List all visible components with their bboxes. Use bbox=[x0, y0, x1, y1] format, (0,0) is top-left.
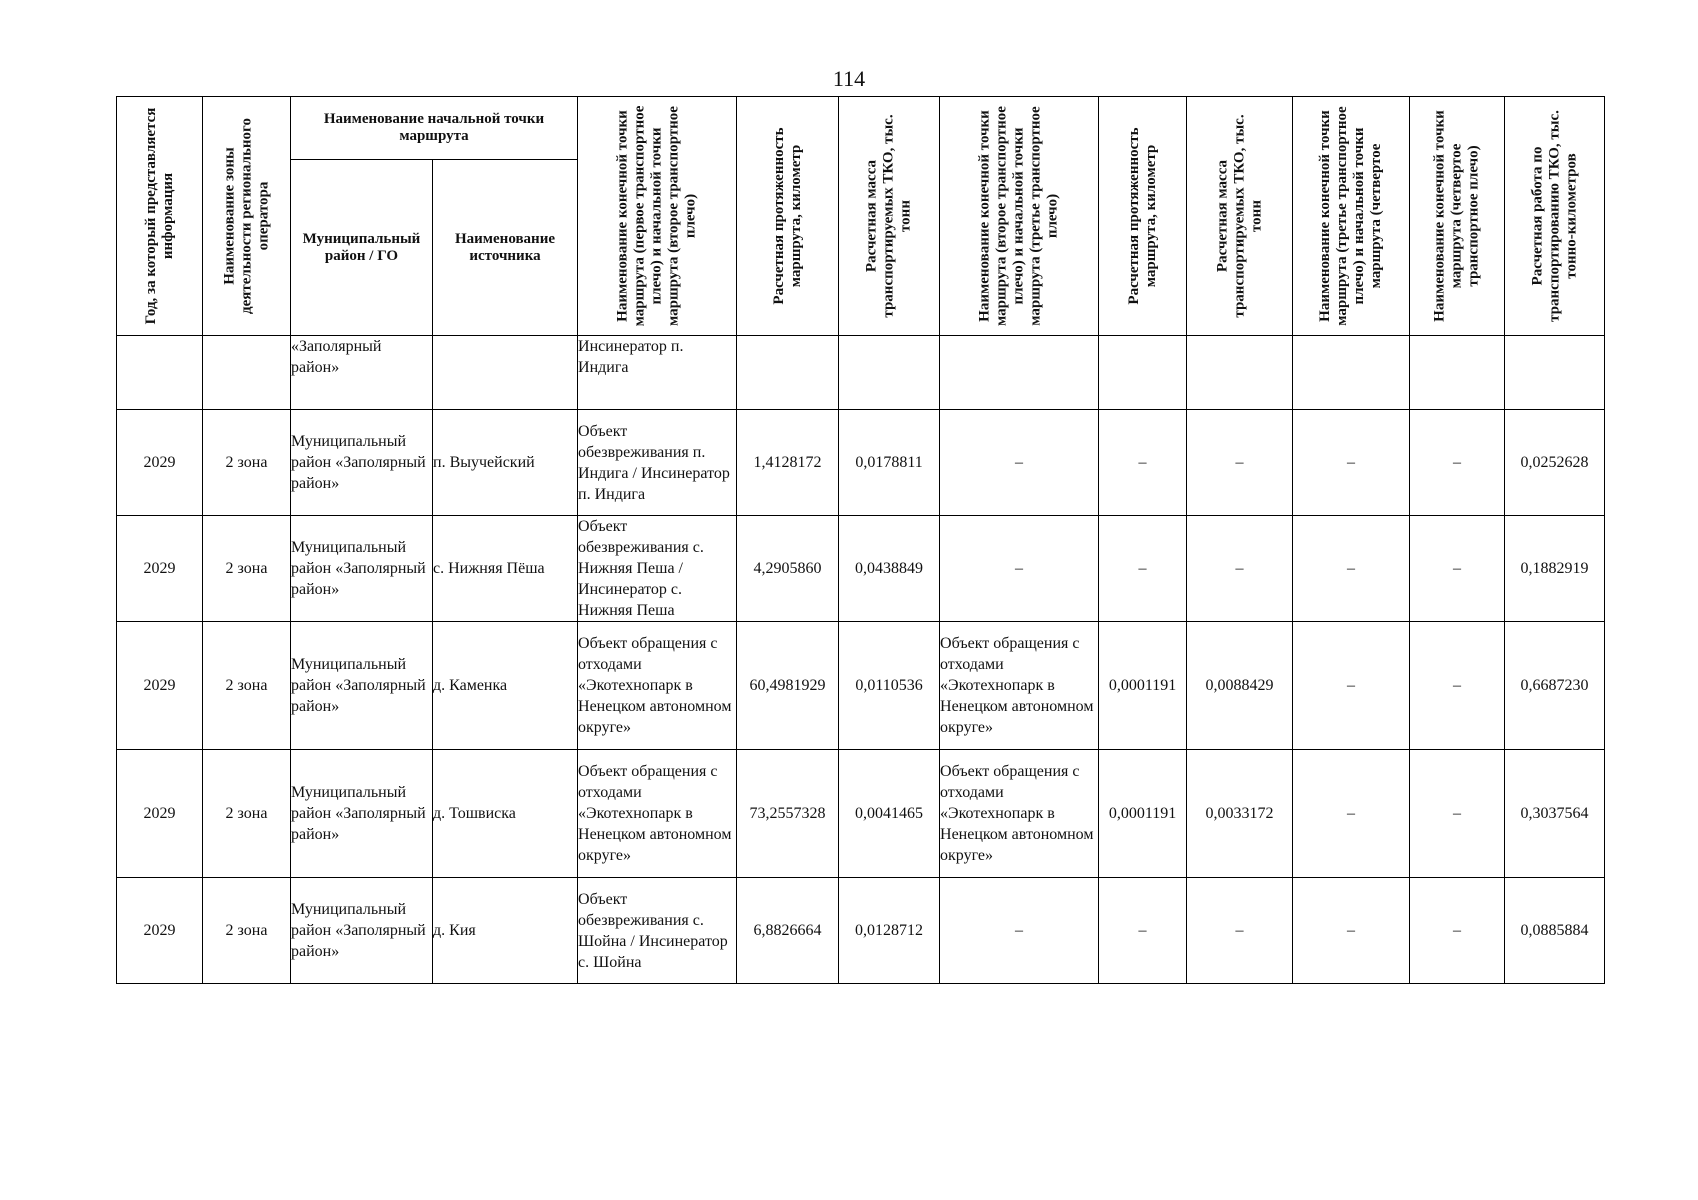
cell-district: Муниципальный район «Заполярный район» bbox=[291, 878, 433, 984]
cell-zone: 2 зона bbox=[203, 878, 291, 984]
cell-district: Муниципальный район «Заполярный район» bbox=[291, 622, 433, 750]
cell-length-1: 1,4128172 bbox=[737, 410, 839, 516]
cell-district: Муниципальный район «Заполярный район» bbox=[291, 516, 433, 622]
cell-year: 2029 bbox=[117, 750, 203, 878]
cell-length-1 bbox=[737, 336, 839, 410]
cell-end-point-3 bbox=[1293, 336, 1410, 410]
cell-zone: 2 зона bbox=[203, 410, 291, 516]
cell-end-point-1: Объект обезвреживания с. Шойна / Инсинератор с. Шойна bbox=[578, 878, 737, 984]
header-end-point-2: Наименование конечной точки маршрута (второе транспортное плечо) и начальной точки маршрута (третье транспортное плечо) bbox=[940, 97, 1099, 336]
cell-end-point-3: – bbox=[1293, 516, 1410, 622]
header-length-2: Расчетная протяженность маршрута, километр bbox=[1099, 97, 1187, 336]
cell-end-point-2 bbox=[940, 336, 1099, 410]
header-zone: Наименование зоны деятельности регионального оператора bbox=[203, 97, 291, 336]
cell-year bbox=[117, 336, 203, 410]
cell-mass-2: – bbox=[1187, 516, 1293, 622]
header-end-point-1: Наименование конечной точки маршрута (первое транспортное плечо) и начальной точки маршрута (второе транспортное плечо) bbox=[578, 97, 737, 336]
cell-end-point-3: – bbox=[1293, 622, 1410, 750]
cell-end-point-2: – bbox=[940, 878, 1099, 984]
cell-end-point-1: Объект обезвреживания с. Нижняя Пеша / Инсинератор с. Нижняя Пеша bbox=[578, 516, 737, 622]
cell-length-2: – bbox=[1099, 410, 1187, 516]
cell-source bbox=[433, 336, 578, 410]
cell-end-point-3: – bbox=[1293, 878, 1410, 984]
cell-zone: 2 зона bbox=[203, 750, 291, 878]
cell-length-2: – bbox=[1099, 516, 1187, 622]
cell-end-point-2: Объект обращения с отходами «Экотехнопарк в Ненецком автономном округе» bbox=[940, 622, 1099, 750]
table-row bbox=[117, 516, 1605, 622]
cell-mass-1 bbox=[839, 336, 940, 410]
cell-mass-1: 0,0178811 bbox=[839, 410, 940, 516]
cell-work: 0,0885884 bbox=[1505, 878, 1605, 984]
cell-end-point-1: Объект обезвреживания п. Индига / Инсинератор п. Индига bbox=[578, 410, 737, 516]
cell-length-2: – bbox=[1099, 878, 1187, 984]
cell-end-point-2: Объект обращения с отходами «Экотехнопарк в Ненецком автономном округе» bbox=[940, 750, 1099, 878]
cell-source: д. Каменка bbox=[433, 622, 578, 750]
cell-year: 2029 bbox=[117, 410, 203, 516]
cell-end-point-4: – bbox=[1410, 410, 1505, 516]
cell-source: д. Кия bbox=[433, 878, 578, 984]
cell-district: Муниципальный район «Заполярный район» bbox=[291, 750, 433, 878]
cell-work: 0,3037564 bbox=[1505, 750, 1605, 878]
table-row bbox=[117, 410, 1605, 516]
cell-end-point-1: Инсинератор п. Индига bbox=[578, 336, 737, 410]
header-district: Муниципальный район / ГО bbox=[291, 160, 433, 336]
table-row bbox=[117, 750, 1605, 878]
header-mass-2: Расчетная масса транспортируемых ТКО, тыс. тонн bbox=[1187, 97, 1293, 336]
cell-mass-2: 0,0088429 bbox=[1187, 622, 1293, 750]
cell-mass-1: 0,0128712 bbox=[839, 878, 940, 984]
header-start-point: Наименование начальной точки маршрута bbox=[291, 97, 578, 160]
cell-work: 0,6687230 bbox=[1505, 622, 1605, 750]
header-year: Год, за который представляется информация bbox=[117, 97, 203, 336]
cell-source: д. Тошвиска bbox=[433, 750, 578, 878]
cell-source: с. Нижняя Пёша bbox=[433, 516, 578, 622]
cell-length-1: 73,2557328 bbox=[737, 750, 839, 878]
cell-mass-1: 0,0041465 bbox=[839, 750, 940, 878]
cell-end-point-3: – bbox=[1293, 410, 1410, 516]
cell-zone bbox=[203, 336, 291, 410]
table-row bbox=[117, 878, 1605, 984]
cell-length-1: 6,8826664 bbox=[737, 878, 839, 984]
cell-length-2: 0,0001191 bbox=[1099, 622, 1187, 750]
cell-mass-1: 0,0110536 bbox=[839, 622, 940, 750]
cell-length-2: 0,0001191 bbox=[1099, 750, 1187, 878]
header-length-1: Расчетная протяженность маршрута, километр bbox=[737, 97, 839, 336]
header-end-point-4: Наименование конечной точки маршрута (четвертое транспортное плечо) bbox=[1410, 97, 1505, 336]
cell-end-point-4: – bbox=[1410, 750, 1505, 878]
cell-source: п. Выучейский bbox=[433, 410, 578, 516]
cell-end-point-1: Объект обращения с отходами «Экотехнопарк в Ненецком автономном округе» bbox=[578, 622, 737, 750]
cell-end-point-4: – bbox=[1410, 622, 1505, 750]
cell-work bbox=[1505, 336, 1605, 410]
cell-year: 2029 bbox=[117, 878, 203, 984]
cell-district: «Заполярный район» bbox=[291, 336, 433, 410]
cell-length-2 bbox=[1099, 336, 1187, 410]
cell-end-point-2: – bbox=[940, 410, 1099, 516]
table-row bbox=[117, 622, 1605, 750]
cell-end-point-4: – bbox=[1410, 516, 1505, 622]
table-row-continued bbox=[117, 336, 1605, 410]
header-end-point-3: Наименование конечной точки маршрута (третье транспортное плечо) и начальной точки маршрута (четвертое bbox=[1293, 97, 1410, 336]
header-mass-1: Расчетная масса транспортируемых ТКО, тыс. тонн bbox=[839, 97, 940, 336]
cell-district: Муниципальный район «Заполярный район» bbox=[291, 410, 433, 516]
page-number: 114 bbox=[832, 66, 866, 91]
routes-table bbox=[116, 96, 1605, 984]
header-source: Наименование источника bbox=[433, 160, 578, 336]
cell-mass-1: 0,0438849 bbox=[839, 516, 940, 622]
cell-mass-2: – bbox=[1187, 878, 1293, 984]
cell-work: 0,1882919 bbox=[1505, 516, 1605, 622]
cell-end-point-4: – bbox=[1410, 878, 1505, 984]
cell-zone: 2 зона bbox=[203, 516, 291, 622]
cell-mass-2: 0,0033172 bbox=[1187, 750, 1293, 878]
cell-length-1: 60,4981929 bbox=[737, 622, 839, 750]
cell-zone: 2 зона bbox=[203, 622, 291, 750]
cell-end-point-3: – bbox=[1293, 750, 1410, 878]
cell-mass-2 bbox=[1187, 336, 1293, 410]
cell-work: 0,0252628 bbox=[1505, 410, 1605, 516]
header-row bbox=[117, 97, 1605, 160]
cell-end-point-1: Объект обращения с отходами «Экотехнопарк в Ненецком автономном округе» bbox=[578, 750, 737, 878]
cell-end-point-2: – bbox=[940, 516, 1099, 622]
cell-year: 2029 bbox=[117, 622, 203, 750]
header-work: Расчетная работа по транспортированию ТКО, тыс. тонно-километров bbox=[1505, 97, 1605, 336]
cell-year: 2029 bbox=[117, 516, 203, 622]
cell-mass-2: – bbox=[1187, 410, 1293, 516]
cell-end-point-4 bbox=[1410, 336, 1505, 410]
cell-length-1: 4,2905860 bbox=[737, 516, 839, 622]
